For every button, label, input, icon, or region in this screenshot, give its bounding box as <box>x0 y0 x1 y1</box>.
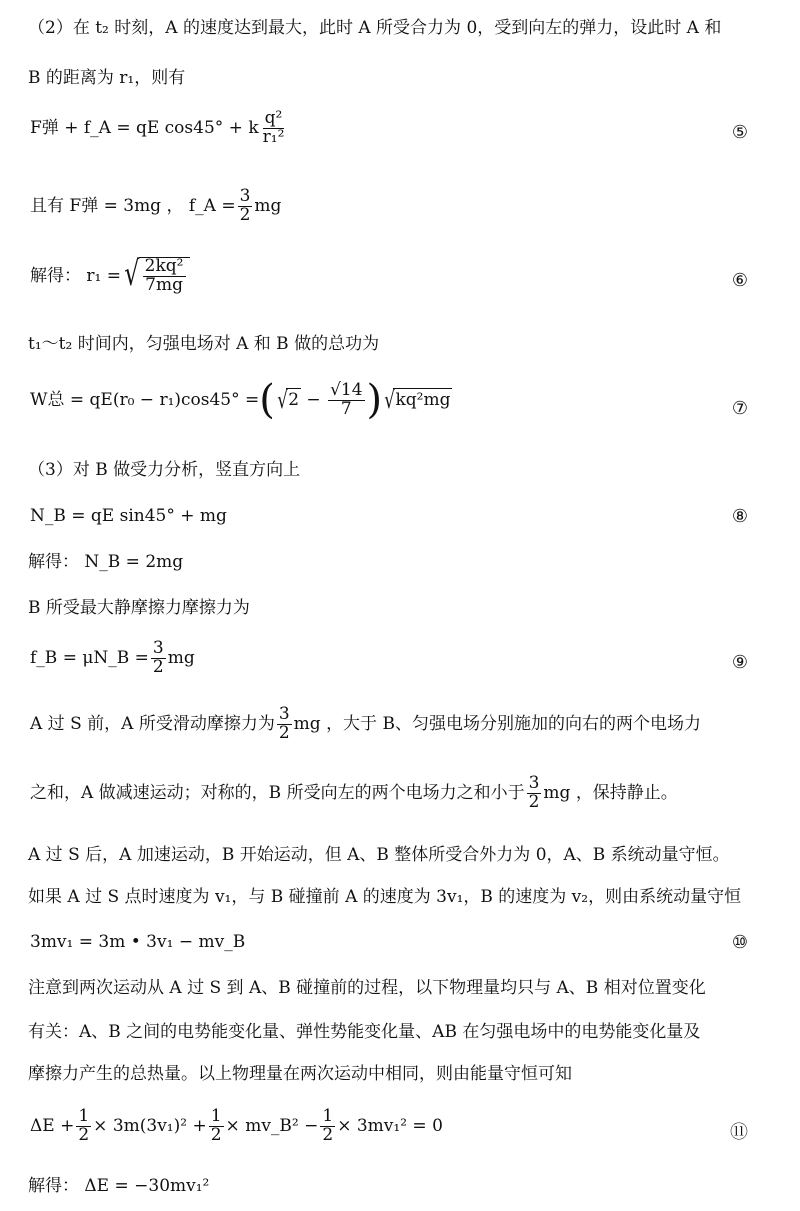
equation-5 <box>30 110 288 147</box>
sqrt2-value: 2 <box>286 388 301 412</box>
sqrt-tail: √ kq²mg <box>384 386 451 414</box>
solution-delta-e: 解得： ΔE = −30mv₁² <box>28 1176 210 1196</box>
equation-number-7: ⑦ <box>731 398 748 419</box>
left-paren: ( <box>259 377 275 423</box>
eq8-text: N_B = qE sin45° + mg <box>30 506 227 526</box>
equation-number-10: ⑩ <box>731 932 748 953</box>
half-num: 1 <box>210 1106 222 1126</box>
half-num: 1 <box>78 1106 90 1126</box>
eq9-text: f_B = μN_B = <box>30 648 149 669</box>
p10-denominator: 2 <box>528 791 540 812</box>
eq11-half-3 <box>320 1108 335 1145</box>
condition-tail: mg <box>254 196 282 217</box>
half-den: 2 <box>78 1124 90 1145</box>
equation-10 <box>30 932 245 952</box>
paragraph-energy-2: 有关：A、B 之间的电势能变化量、弹性势能变化量、AB 在匀强电场中的电势能变化量及 <box>28 1022 701 1042</box>
eq6-text: 解得： r₁ = <box>30 265 121 286</box>
paragraph-part2-intro-cont: B 的距离为 r₁，则有 <box>28 68 186 88</box>
condition-numerator: 3 <box>239 186 251 206</box>
paragraph-part2-intro: （2）在 t₂ 时刻，A 的速度达到最大，此时 A 所受合力为 0，受到向左的弹力，设此时 A 和 <box>28 18 722 38</box>
condition-denominator: 2 <box>239 204 251 225</box>
eq5-fraction <box>261 110 287 147</box>
p10-numerator: 3 <box>528 773 540 793</box>
eq9-tail: mg <box>167 648 195 669</box>
paragraph-before-s <box>30 706 701 743</box>
equation-number-8: ⑧ <box>731 506 748 527</box>
equation-7: W总 = qE(r₀ − r₁)cos45° = ( √ 2 − $\frac{√14}{7}$ ) √ kq²mg <box>30 377 451 423</box>
eq11-half-2 <box>209 1108 224 1145</box>
p9-denominator: 2 <box>278 722 290 743</box>
paragraph-part3-intro: （3）对 B 做受力分析，竖直方向上 <box>28 460 301 480</box>
solution-nb: 解得： N_B = 2mg <box>28 552 184 572</box>
right-paren: ) <box>366 377 383 423</box>
equation-9 <box>30 640 195 677</box>
paragraph-momentum: 如果 A 过 S 点时速度为 v₁，与 B 碰撞前 A 的速度为 3v₁，B 的速度为 v₂，则由系统动量守恒 <box>28 887 742 907</box>
eq7-numerator: √14 <box>330 379 363 400</box>
eq5-numerator: q² <box>264 108 283 128</box>
eq10-text: 3mv₁ = 3m • 3v₁ − mv_B <box>30 932 246 952</box>
eq6-numerator: 2kq² <box>144 256 184 276</box>
condition-fraction <box>238 188 253 225</box>
equation-6 <box>30 254 190 295</box>
eq9-fraction <box>151 640 166 677</box>
p9-tail: mg ，大于 B、匀强电场分别施加的向右的两个电场力 <box>293 714 701 735</box>
eq5-denominator: r₁² <box>262 126 285 147</box>
equation-number-9: ⑨ <box>731 652 748 673</box>
paragraph-work-intro: t₁～t₂ 时间内，匀强电场对 A 和 B 做的总功为 <box>28 334 380 354</box>
equation-8 <box>30 506 227 526</box>
eq11-text-c: × mv_B² − <box>225 1116 319 1137</box>
sqrt2: √ 2 <box>277 386 300 414</box>
eq9-denominator: 2 <box>152 656 164 677</box>
eq11-text-b: × 3m(3v₁)² + <box>93 1116 207 1137</box>
eq7-fraction <box>328 379 364 419</box>
paragraph-energy-3: 摩擦力产生的总热量。以上物理量在两次运动中相同，则由能量守恒可知 <box>28 1064 572 1084</box>
paragraph-before-s-cont <box>30 775 678 812</box>
condition-text: 且有 F弹 = 3mg ， f_A = <box>30 196 236 217</box>
eq11-text-a: ΔE + <box>30 1116 75 1137</box>
eq5-lhs: F弹 + f_A = qE cos45° + k <box>30 118 259 139</box>
equation-number-5: ⑤ <box>731 122 748 143</box>
sqrt-sign: √ $\frac{\text{2kq²}}{7mg}$ <box>121 257 190 295</box>
eq11-text-d: × 3mv₁² = 0 <box>337 1116 443 1137</box>
p10-tail: mg ，保持静止。 <box>543 783 678 804</box>
paragraph-energy-1: 注意到两次运动从 A 过 S 到 A、B 碰撞前的过程，以下物理量均只与 A、B 相对位置变化 <box>28 978 706 998</box>
half-den: 2 <box>210 1124 222 1145</box>
paragraph-max-friction: B 所受最大静摩擦力摩擦力为 <box>28 598 250 618</box>
p10-text: 之和，A 做减速运动；对称的，B 所受向左的两个电场力之和小于 <box>30 783 525 804</box>
equation-11 <box>30 1108 443 1145</box>
equation-number-6: ⑥ <box>731 270 748 291</box>
p9-text: A 过 S 前，A 所受滑动摩擦力为 <box>30 714 275 735</box>
eq7-text: W总 = qE(r₀ − r₁)cos45° = <box>30 389 260 410</box>
equation-number-11: ⑪ <box>730 1122 748 1143</box>
p9-numerator: 3 <box>278 704 290 724</box>
eq7-tail: kq²mg <box>393 388 452 412</box>
eq6-fraction <box>143 258 186 295</box>
eq9-numerator: 3 <box>152 638 164 658</box>
spring-friction-condition <box>30 188 281 225</box>
paragraph-after-s: A 过 S 后，A 加速运动，B 开始运动，但 A、B 整体所受合外力为 0，A、B 系统动量守恒。 <box>28 845 730 865</box>
half-num: 1 <box>322 1106 334 1126</box>
eq11-half-1 <box>76 1108 91 1145</box>
half-den: 2 <box>322 1124 334 1145</box>
p9-fraction <box>277 706 292 743</box>
eq7-denominator: 7 <box>340 398 352 419</box>
p10-fraction <box>527 775 542 812</box>
eq6-denominator: 7mg <box>145 274 183 295</box>
